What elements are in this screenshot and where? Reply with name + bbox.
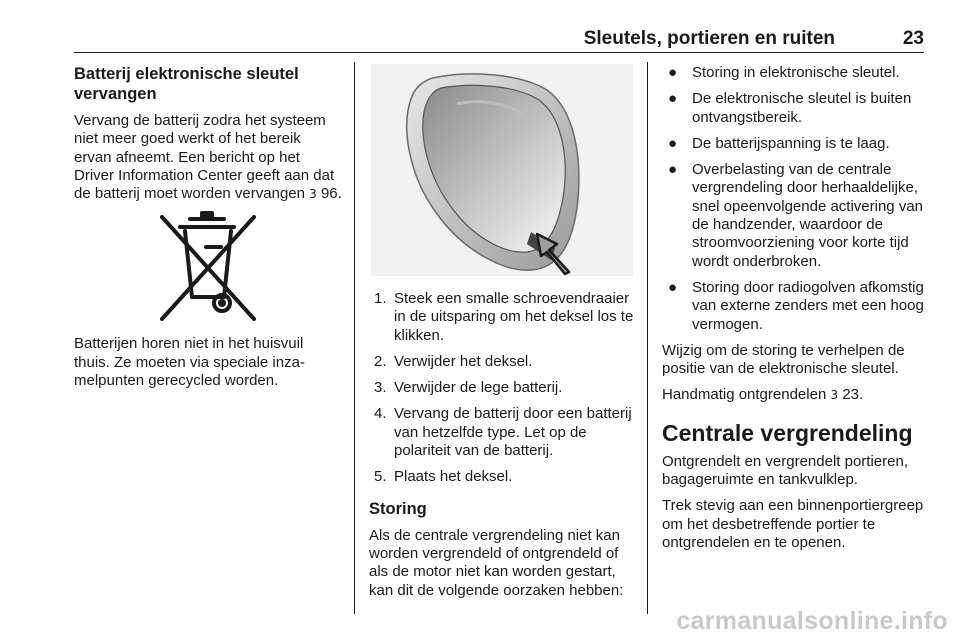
fault-causes-list [662, 64, 926, 334]
column-divider-1 [354, 62, 355, 614]
list-item: 4. Vervang de batterij door een batterij van hetzelfde type. Let op de polariteit van de batterij. [374, 405, 632, 460]
page-ref-icon: 3 [309, 187, 317, 202]
column-1 [74, 64, 342, 398]
list-item: 2. Verwijder het deksel. [374, 352, 533, 370]
section-title-central-locking: Centrale vergrendeling [662, 419, 913, 446]
list-item: 3. Verwijder de lege batterij. [374, 379, 563, 397]
list-item: 5. Plaats het deksel. [374, 468, 513, 486]
fix-paragraph: Wijzig om de storing te verhelpen de positie van de elektronische sleutel. [662, 341, 905, 378]
recycling-paragraph: Batterijen horen niet in het huisvuil thuis. Ze moeten via speciale inzamelpunten gerecycled worden. [74, 335, 305, 390]
list-item: 1. Steek een smalle schroevendraaier in de uitsparing om het deksel los te klikken. [374, 290, 634, 344]
column-2 [369, 64, 635, 608]
page-ref-link[interactable]: 23. [842, 386, 864, 404]
electronic-key-battery-cover-illustration [371, 64, 633, 276]
column-3 [662, 64, 926, 560]
list-item: ● De batterijspanning is te laag. [668, 134, 890, 152]
list-item: ● Storing door radiogolven afkomstig van externe zenders met een hoog vermogen. [668, 278, 924, 333]
list-item: ● De elektronische sleutel is buiten ontvangstbereik. [668, 90, 912, 126]
door-handle-paragraph: Trek stevig aan een binnenportiergreep om het desbetreffende portier te ontgrendelen en te openen. [662, 497, 924, 551]
list-item: ● Storing in elektronische sleutel. [668, 64, 900, 81]
battery-paragraph: Vervang de batterij zodra het systeem niet meer goed werkt of het bereik ervan afneemt. Een bericht op het Driver Information Center geeft aan dat de batterij moet worden vervangen 3 96. [74, 112, 342, 203]
manual-unlock-paragraph: Handmatig ontgrendelen 3 23. [662, 386, 864, 404]
list-item: ● Overbelasting van de centrale vergrendeling door herhaaldelijke, snel opeenvolgende activering van de handzender, waardoor de stroomvoorziening voor korte tijd wordt onderbroken. [668, 161, 923, 270]
central-locking-paragraph: Ontgrendelt en vergrendelt portieren, bagageruimte en tankvulklep. [662, 452, 908, 489]
running-header-title: Sleutels, portieren en ruiten [583, 28, 835, 49]
page-ref-icon: 3 [830, 388, 839, 403]
page-number: 23 [902, 28, 924, 49]
header-rule [74, 52, 924, 53]
watermark: carmanualsonline.info [676, 607, 948, 635]
storing-heading: Storing [369, 499, 427, 518]
crossed-out-wheelie-bin-icon [148, 211, 268, 323]
page-ref-link[interactable]: 96. [320, 185, 342, 203]
storing-paragraph: Als de centrale vergrendeling niet kan worden vergrendeld of ontgrendeld of als de motor niet kan worden gestart, kan dit de volgende oorzaken hebben: [369, 526, 624, 599]
battery-steps-list [369, 290, 635, 487]
column-divider-2 [647, 62, 648, 614]
section-heading-battery: Batterij elektronische sleutel vervangen [74, 65, 299, 103]
